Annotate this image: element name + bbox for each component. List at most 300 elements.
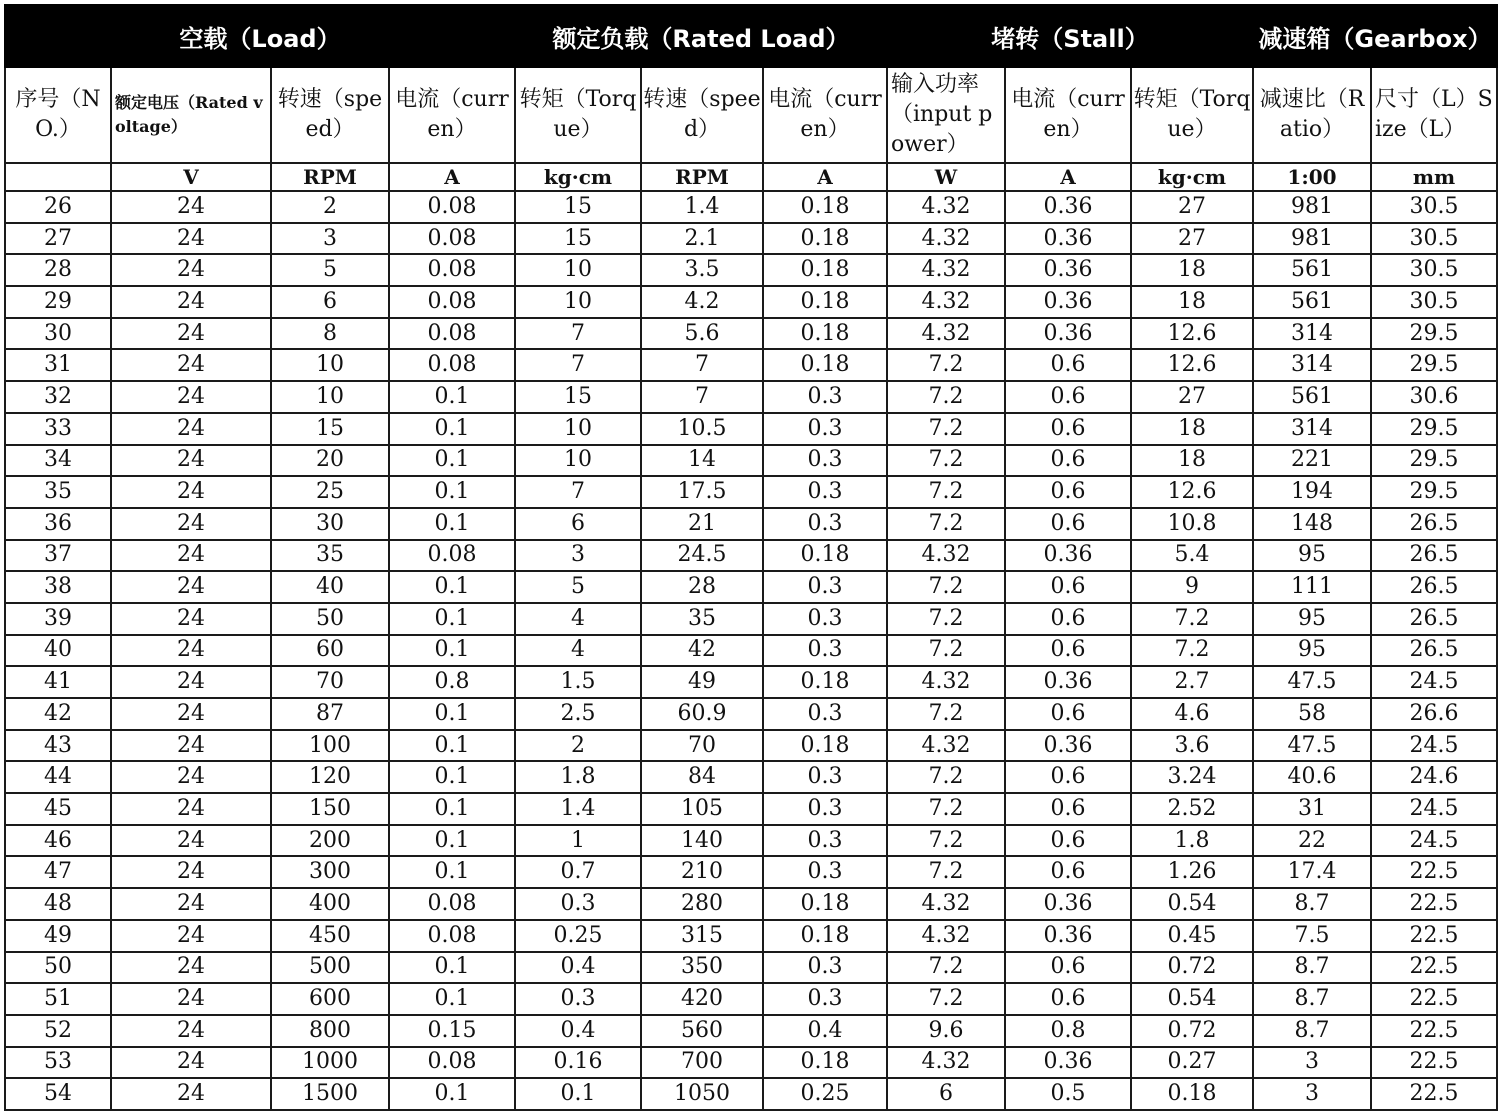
table-cell: 24 [111, 191, 271, 223]
table-row [5, 920, 1497, 952]
table-cell: 0.25 [763, 1078, 887, 1110]
table-cell: 8 [271, 318, 389, 350]
table-cell: 24 [111, 1015, 271, 1047]
table-cell: 12.6 [1131, 349, 1253, 381]
table-cell: 0.1 [389, 983, 515, 1015]
table-row [5, 761, 1497, 793]
table-cell: 0.8 [389, 666, 515, 698]
table-cell: 36 [5, 508, 111, 540]
table-cell: 3 [271, 223, 389, 255]
table-cell: 0.3 [515, 983, 641, 1015]
table-cell: 0.36 [1005, 223, 1131, 255]
table-cell: 60.9 [641, 698, 763, 730]
table-cell: 0.08 [389, 286, 515, 318]
table-cell: 21 [641, 508, 763, 540]
units-row [5, 163, 1497, 191]
table-cell: 27 [1131, 191, 1253, 223]
col-header-size: 尺寸（L）Size（L） [1371, 67, 1497, 163]
table-cell: 24 [111, 825, 271, 857]
table-cell: 0.36 [1005, 920, 1131, 952]
table-cell: 22 [1253, 825, 1371, 857]
table-cell: 24.5 [1371, 730, 1497, 762]
table-cell: 34 [5, 445, 111, 477]
table-cell: 4.32 [887, 286, 1005, 318]
table-row [5, 793, 1497, 825]
group-header-rated-load: 额定负载（Rated Load） [515, 5, 887, 67]
table-cell: 5.4 [1131, 540, 1253, 572]
table-cell: 0.18 [763, 349, 887, 381]
column-header-row [5, 67, 1497, 163]
table-row [5, 825, 1497, 857]
table-cell: 100 [271, 730, 389, 762]
table-cell: 31 [5, 349, 111, 381]
table-row [5, 254, 1497, 286]
table-cell: 29.5 [1371, 413, 1497, 445]
table-cell: 7.2 [1131, 635, 1253, 667]
table-cell: 44 [5, 761, 111, 793]
table-cell: 4.32 [887, 254, 1005, 286]
table-row [5, 856, 1497, 888]
table-cell: 0.08 [389, 254, 515, 286]
unit-cell: V [111, 163, 271, 191]
table-cell: 0.3 [515, 888, 641, 920]
table-cell: 0.6 [1005, 952, 1131, 984]
table-cell: 28 [641, 571, 763, 603]
unit-cell: W [887, 163, 1005, 191]
col-header-ratio: 减速比（Ratio） [1253, 67, 1371, 163]
table-cell: 43 [5, 730, 111, 762]
table-row [5, 508, 1497, 540]
table-cell: 1.8 [1131, 825, 1253, 857]
table-cell: 50 [271, 603, 389, 635]
table-cell: 0.6 [1005, 793, 1131, 825]
table-cell: 22.5 [1371, 920, 1497, 952]
table-cell: 7.2 [887, 635, 1005, 667]
table-cell: 7 [515, 318, 641, 350]
table-cell: 0.16 [515, 1047, 641, 1079]
table-cell: 4.32 [887, 191, 1005, 223]
table-cell: 0.72 [1131, 952, 1253, 984]
table-cell: 15 [515, 191, 641, 223]
table-cell: 0.3 [763, 983, 887, 1015]
table-cell: 0.54 [1131, 888, 1253, 920]
table-row [5, 476, 1497, 508]
table-cell: 8.7 [1253, 983, 1371, 1015]
table-cell: 1.26 [1131, 856, 1253, 888]
table-cell: 111 [1253, 571, 1371, 603]
table-cell: 28 [5, 254, 111, 286]
table-cell: 24 [111, 635, 271, 667]
table-cell: 35 [641, 603, 763, 635]
unit-cell-blank [5, 163, 111, 191]
table-cell: 450 [271, 920, 389, 952]
table-cell: 0.08 [389, 540, 515, 572]
table-cell: 0.6 [1005, 476, 1131, 508]
table-cell: 0.6 [1005, 635, 1131, 667]
table-row [5, 191, 1497, 223]
table-cell: 9.6 [887, 1015, 1005, 1047]
table-cell: 0.1 [389, 445, 515, 477]
table-cell: 29.5 [1371, 318, 1497, 350]
table-cell: 7.2 [887, 952, 1005, 984]
table-cell: 10 [271, 349, 389, 381]
table-cell: 561 [1253, 286, 1371, 318]
table-cell: 0.6 [1005, 571, 1131, 603]
table-cell: 105 [641, 793, 763, 825]
table-cell: 7.2 [887, 793, 1005, 825]
table-cell: 0.36 [1005, 666, 1131, 698]
table-cell: 10 [271, 381, 389, 413]
table-cell: 22.5 [1371, 952, 1497, 984]
table-cell: 35 [5, 476, 111, 508]
table-cell: 7.2 [1131, 603, 1253, 635]
table-cell: 10 [515, 286, 641, 318]
table-cell: 95 [1253, 603, 1371, 635]
table-cell: 7.2 [887, 698, 1005, 730]
table-cell: 18 [1131, 254, 1253, 286]
table-cell: 4.32 [887, 730, 1005, 762]
table-cell: 194 [1253, 476, 1371, 508]
table-cell: 280 [641, 888, 763, 920]
table-cell: 52 [5, 1015, 111, 1047]
table-cell: 30.5 [1371, 286, 1497, 318]
table-cell: 24.6 [1371, 761, 1497, 793]
table-cell: 24 [111, 1047, 271, 1079]
table-cell: 9 [1131, 571, 1253, 603]
table-body [5, 191, 1497, 1110]
table-cell: 15 [515, 223, 641, 255]
unit-cell: A [389, 163, 515, 191]
table-row [5, 571, 1497, 603]
table-cell: 48 [5, 888, 111, 920]
table-cell: 148 [1253, 508, 1371, 540]
table-cell: 7.2 [887, 856, 1005, 888]
table-cell: 7.2 [887, 571, 1005, 603]
table-cell: 4.32 [887, 1047, 1005, 1079]
table-cell: 500 [271, 952, 389, 984]
table-cell: 49 [5, 920, 111, 952]
table-cell: 0.4 [515, 952, 641, 984]
table-cell: 0.3 [763, 508, 887, 540]
table-cell: 0.54 [1131, 983, 1253, 1015]
table-cell: 0.25 [515, 920, 641, 952]
table-cell: 700 [641, 1047, 763, 1079]
table-cell: 0.6 [1005, 508, 1131, 540]
table-cell: 0.6 [1005, 349, 1131, 381]
table-cell: 49 [641, 666, 763, 698]
table-cell: 27 [1131, 223, 1253, 255]
table-cell: 58 [1253, 698, 1371, 730]
table-cell: 200 [271, 825, 389, 857]
table-cell: 40 [271, 571, 389, 603]
table-cell: 0.1 [389, 698, 515, 730]
table-cell: 0.18 [763, 318, 887, 350]
unit-cell: kg·cm [515, 163, 641, 191]
table-cell: 4.2 [641, 286, 763, 318]
col-header-input-power: 输入功率（input power） [887, 67, 1005, 163]
table-cell: 0.6 [1005, 761, 1131, 793]
col-header-stall-current: 电流（curren） [1005, 67, 1131, 163]
table-cell: 0.36 [1005, 286, 1131, 318]
table-cell: 47.5 [1253, 730, 1371, 762]
table-cell: 25 [271, 476, 389, 508]
table-cell: 0.36 [1005, 730, 1131, 762]
table-cell: 10.5 [641, 413, 763, 445]
table-cell: 0.6 [1005, 413, 1131, 445]
table-cell: 4.32 [887, 223, 1005, 255]
table-cell: 22.5 [1371, 1078, 1497, 1110]
table-cell: 24 [111, 349, 271, 381]
table-cell: 150 [271, 793, 389, 825]
table-cell: 84 [641, 761, 763, 793]
table-cell: 42 [5, 698, 111, 730]
table-row [5, 888, 1497, 920]
table-cell: 0.1 [389, 381, 515, 413]
table-cell: 24 [111, 761, 271, 793]
table-cell: 0.1 [515, 1078, 641, 1110]
table-cell: 4.32 [887, 318, 1005, 350]
col-header-noload-current: 电流（curren） [389, 67, 515, 163]
table-cell: 0.3 [763, 761, 887, 793]
table-cell: 24 [111, 730, 271, 762]
table-cell: 22.5 [1371, 888, 1497, 920]
table-cell: 39 [5, 603, 111, 635]
table-cell: 24 [111, 381, 271, 413]
table-cell: 24 [111, 793, 271, 825]
table-cell: 3.24 [1131, 761, 1253, 793]
table-cell: 31 [1253, 793, 1371, 825]
table-cell: 24 [111, 508, 271, 540]
table-cell: 24 [111, 698, 271, 730]
table-cell: 2.1 [641, 223, 763, 255]
table-cell: 24 [111, 983, 271, 1015]
table-cell: 0.6 [1005, 381, 1131, 413]
table-cell: 1500 [271, 1078, 389, 1110]
table-cell: 40.6 [1253, 761, 1371, 793]
table-cell: 0.36 [1005, 191, 1131, 223]
table-cell: 30.6 [1371, 381, 1497, 413]
table-cell: 54 [5, 1078, 111, 1110]
table-cell: 45 [5, 793, 111, 825]
table-cell: 22.5 [1371, 856, 1497, 888]
table-cell: 24 [111, 888, 271, 920]
table-row [5, 730, 1497, 762]
unit-cell: mm [1371, 163, 1497, 191]
table-cell: 0.1 [389, 1078, 515, 1110]
table-cell: 1.5 [515, 666, 641, 698]
table-cell: 6 [887, 1078, 1005, 1110]
table-cell: 24 [111, 920, 271, 952]
table-cell: 24 [111, 445, 271, 477]
table-cell: 0.1 [389, 603, 515, 635]
table-row [5, 983, 1497, 1015]
table-cell: 24 [111, 571, 271, 603]
table-cell: 7.2 [887, 445, 1005, 477]
table-cell: 0.5 [1005, 1078, 1131, 1110]
table-cell: 24 [111, 223, 271, 255]
table-cell: 12.6 [1131, 318, 1253, 350]
table-cell: 38 [5, 571, 111, 603]
table-header [5, 5, 1497, 191]
table-cell: 95 [1253, 635, 1371, 667]
table-cell: 5 [271, 254, 389, 286]
table-cell: 30 [271, 508, 389, 540]
table-cell: 1.8 [515, 761, 641, 793]
table-cell: 0.1 [389, 413, 515, 445]
table-cell: 1.4 [641, 191, 763, 223]
table-cell: 140 [641, 825, 763, 857]
table-cell: 0.08 [389, 888, 515, 920]
group-header-stall: 堵转（Stall） [887, 5, 1253, 67]
table-cell: 30.5 [1371, 191, 1497, 223]
table-cell: 10 [515, 413, 641, 445]
table-cell: 27 [1131, 381, 1253, 413]
table-cell: 0.18 [763, 920, 887, 952]
table-cell: 315 [641, 920, 763, 952]
table-cell: 0.6 [1005, 698, 1131, 730]
table-cell: 0.8 [1005, 1015, 1131, 1047]
table-row [5, 1015, 1497, 1047]
table-cell: 0.1 [389, 793, 515, 825]
table-cell: 15 [515, 381, 641, 413]
table-row [5, 445, 1497, 477]
col-header-rated-torque: 转矩（Torque） [515, 67, 641, 163]
table-row [5, 349, 1497, 381]
table-cell: 0.3 [763, 825, 887, 857]
table-cell: 22.5 [1371, 983, 1497, 1015]
table-cell: 300 [271, 856, 389, 888]
table-cell: 40 [5, 635, 111, 667]
table-cell: 4.32 [887, 888, 1005, 920]
table-cell: 24 [111, 540, 271, 572]
table-cell: 24.5 [1371, 793, 1497, 825]
table-cell: 2.52 [1131, 793, 1253, 825]
table-cell: 0.18 [763, 888, 887, 920]
table-cell: 24 [111, 413, 271, 445]
table-cell: 7 [515, 349, 641, 381]
table-cell: 314 [1253, 318, 1371, 350]
table-row [5, 666, 1497, 698]
table-cell: 981 [1253, 191, 1371, 223]
table-cell: 18 [1131, 445, 1253, 477]
table-cell: 0.3 [763, 635, 887, 667]
table-cell: 35 [271, 540, 389, 572]
table-cell: 87 [271, 698, 389, 730]
table-cell: 3.5 [641, 254, 763, 286]
table-cell: 0.1 [389, 508, 515, 540]
table-cell: 0.3 [763, 603, 887, 635]
table-cell: 120 [271, 761, 389, 793]
table-cell: 0.3 [763, 445, 887, 477]
unit-cell: RPM [271, 163, 389, 191]
table-cell: 0.08 [389, 920, 515, 952]
table-cell: 26.5 [1371, 635, 1497, 667]
table-cell: 70 [271, 666, 389, 698]
table-cell: 0.3 [763, 381, 887, 413]
table-cell: 3 [1253, 1078, 1371, 1110]
table-row [5, 381, 1497, 413]
table-cell: 2.7 [1131, 666, 1253, 698]
table-cell: 0.18 [763, 540, 887, 572]
table-row [5, 635, 1497, 667]
table-cell: 24 [111, 476, 271, 508]
table-cell: 29.5 [1371, 349, 1497, 381]
table-cell: 0.08 [389, 191, 515, 223]
table-cell: 0.4 [763, 1015, 887, 1047]
table-cell: 350 [641, 952, 763, 984]
table-cell: 1 [515, 825, 641, 857]
table-cell: 0.3 [763, 476, 887, 508]
table-cell: 0.3 [763, 698, 887, 730]
table-cell: 33 [5, 413, 111, 445]
table-cell: 0.1 [389, 476, 515, 508]
table-cell: 4.32 [887, 540, 1005, 572]
table-cell: 26.5 [1371, 571, 1497, 603]
table-row [5, 698, 1497, 730]
table-cell: 37 [5, 540, 111, 572]
table-cell: 560 [641, 1015, 763, 1047]
table-cell: 0.1 [389, 730, 515, 762]
table-cell: 1000 [271, 1047, 389, 1079]
table-cell: 10.8 [1131, 508, 1253, 540]
table-cell: 0.3 [763, 571, 887, 603]
table-cell: 0.45 [1131, 920, 1253, 952]
table-cell: 8.7 [1253, 888, 1371, 920]
table-cell: 29.5 [1371, 476, 1497, 508]
table-cell: 70 [641, 730, 763, 762]
table-cell: 6 [515, 508, 641, 540]
table-cell: 42 [641, 635, 763, 667]
table-cell: 7.2 [887, 825, 1005, 857]
group-header-no-load: 空载（Load） [5, 5, 515, 67]
table-cell: 0.18 [763, 254, 887, 286]
unit-cell: RPM [641, 163, 763, 191]
table-cell: 0.4 [515, 1015, 641, 1047]
table-cell: 7.2 [887, 413, 1005, 445]
table-row [5, 540, 1497, 572]
table-row [5, 1047, 1497, 1079]
table-row [5, 318, 1497, 350]
table-cell: 24 [111, 318, 271, 350]
table-cell: 0.18 [763, 223, 887, 255]
table-cell: 314 [1253, 413, 1371, 445]
table-cell: 60 [271, 635, 389, 667]
table-cell: 210 [641, 856, 763, 888]
table-cell: 24.5 [1371, 666, 1497, 698]
table-cell: 0.3 [763, 413, 887, 445]
table-cell: 18 [1131, 286, 1253, 318]
table-cell: 3.6 [1131, 730, 1253, 762]
table-cell: 6 [271, 286, 389, 318]
motor-spec-table [4, 4, 1498, 1111]
table-cell: 0.1 [389, 761, 515, 793]
table-cell: 314 [1253, 349, 1371, 381]
table-cell: 47 [5, 856, 111, 888]
table-cell: 41 [5, 666, 111, 698]
table-cell: 0.6 [1005, 983, 1131, 1015]
table-cell: 0.36 [1005, 888, 1131, 920]
table-cell: 24 [111, 603, 271, 635]
table-cell: 26.5 [1371, 540, 1497, 572]
table-cell: 5.6 [641, 318, 763, 350]
table-cell: 7.2 [887, 349, 1005, 381]
table-cell: 7 [641, 381, 763, 413]
table-cell: 3 [1253, 1047, 1371, 1079]
table-cell: 15 [271, 413, 389, 445]
table-cell: 8.7 [1253, 952, 1371, 984]
col-header-stall-torque: 转矩（Torque） [1131, 67, 1253, 163]
table-cell: 2 [515, 730, 641, 762]
